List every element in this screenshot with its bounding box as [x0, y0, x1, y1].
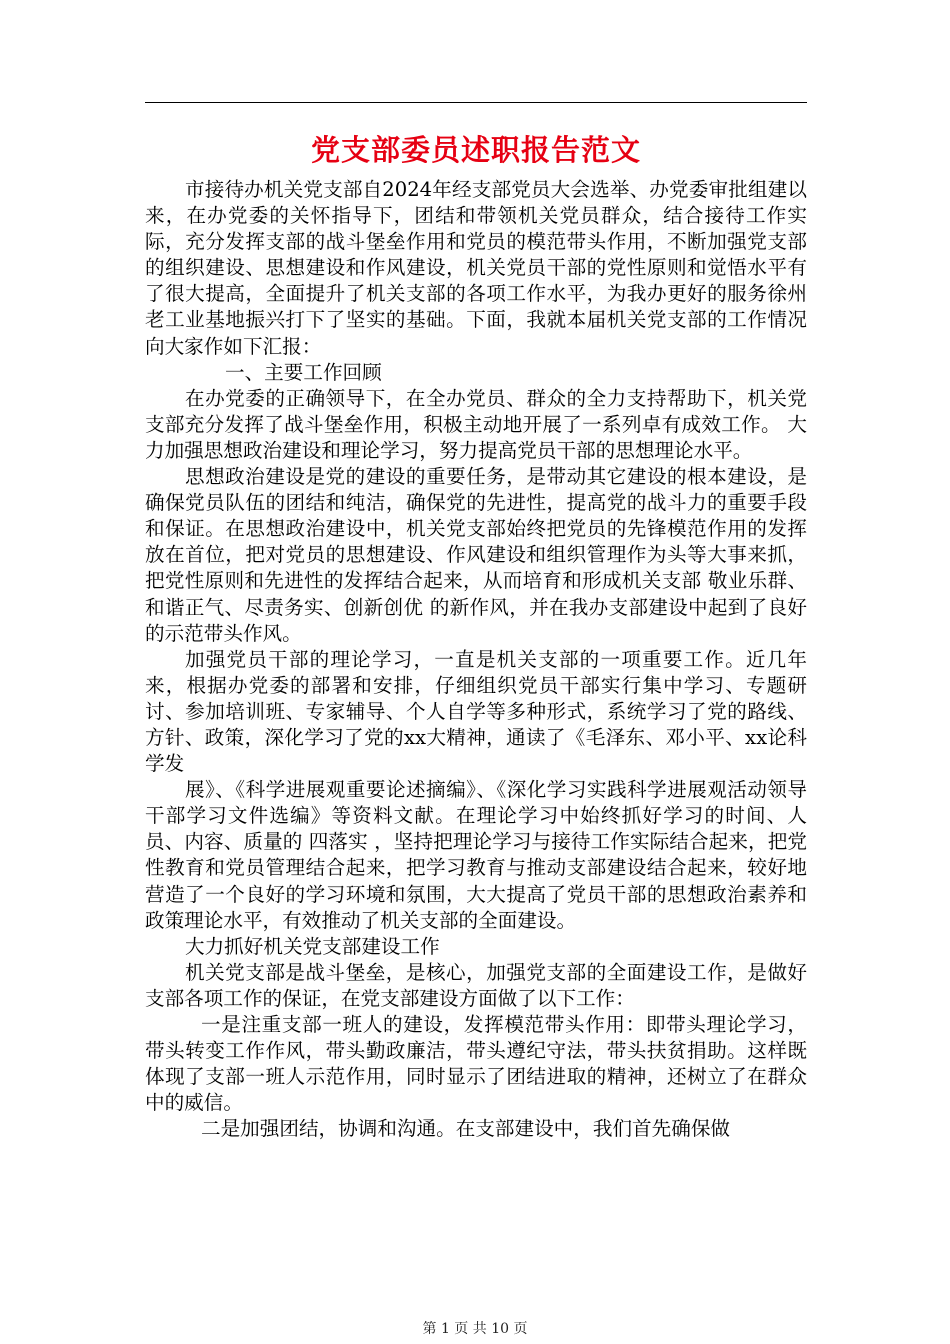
- paragraph-item-one: 一是注重支部一班人的建设，发挥模范带头作用：即带头理论学习，带头转变工作作风，带头勤政廉洁，带头遵纪守法，带头扶贫捐助。这样既体现了支部一班人示范作用，同时显示了团结进取的精神，还树立了在群众中的威信。: [145, 1013, 807, 1115]
- paragraph-leadership: 在办党委的正确领导下，在全办党员、群众的全力支持帮助下，机关党支部充分发挥了战斗堡垒作用，积极主动地开展了一系列卓有成效工作。 大力加强思想政治建设和理论学习，努力提高党员干部的思想理论水平。: [145, 386, 807, 462]
- header-rule: [145, 102, 807, 103]
- paragraph-item-two: 二是加强团结，协调和沟通。在支部建设中，我们首先确保做: [201, 1117, 731, 1141]
- paragraph-theory-study: 加强党员干部的理论学习，一直是机关支部的一项重要工作。近几年来，根据办党委的部署和安排，仔细组织党员干部实行集中学习、专题研讨、参加培训班、专家辅导、个人自学等多种形式，系统学习了党的路线、方针、政策，深化学习了党的xx大精神，通读了《毛泽东、邓小平、xx论科学发: [145, 647, 807, 776]
- paragraph-intro: 市接待办机关党支部自2024年经支部党员大会选举、办党委审批组建以来，在办党委的关怀指导下，团结和带领机关党员群众，结合接待工作实际，充分发挥支部的战斗堡垒作用和党员的模范带头作用，不断加强党支部的组织建设、思想建设和作风建设，机关党员干部的党性原则和觉悟水平有了很大提高，全面提升了机关支部的各项工作水平，为我办更好的服务徐州老工业基地振兴打下了坚实的基础。下面，我就本届机关党支部的工作情况向大家作如下汇报：: [145, 178, 807, 358]
- section-heading-branch-building: 大力抓好机关党支部建设工作: [185, 934, 440, 958]
- paragraph-theory-study-cont: 展》、《科学进展观重要论述摘编》、《深化学习实践科学进展观活动领导干部学习文件选编》等资料文献。在理论学习中始终抓好学习的时间、人员、内容、质量的 四落实 ，坚持把理论学习与接待工作实际结合起来，把党性教育和党员管理结合起来，把学习教育与推动支部建设结合起来，较好地营造了一个良好的学习环境和氛围，大大提高了党员干部的思想政治素养和政策理论水平，有效推动了机关支部的全面建设。: [145, 778, 807, 932]
- page-footer: 第 1 页 共 10 页: [422, 1321, 528, 1337]
- document-body: [145, 177, 807, 1142]
- document-title: 党支部委员述职报告范文: [310, 133, 641, 167]
- paragraph-branch-core: 机关党支部是战斗堡垒，是核心，加强党支部的全面建设工作，是做好支部各项工作的保证，在党支部建设方面做了以下工作：: [145, 960, 807, 1010]
- section-heading-review: 一、主要工作回顾: [225, 360, 382, 384]
- paragraph-ideology: 思想政治建设是党的建设的重要任务，是带动其它建设的根本建设，是确保党员队伍的团结和纯洁，确保党的先进性，提高党的战斗力的重要手段和保证。在思想政治建设中，机关党支部始终把党员的先锋模范作用的发挥放在首位，把对党员的思想建设、作风建设和组织管理作为头等大事来抓，把党性原则和先进性的发挥结合起来，从而培育和形成机关支部 敬业乐群、和谐正气、尽责务实、创新创优 的新作风，并在我办支部建设中起到了良好的示范带头作风。: [145, 465, 807, 645]
